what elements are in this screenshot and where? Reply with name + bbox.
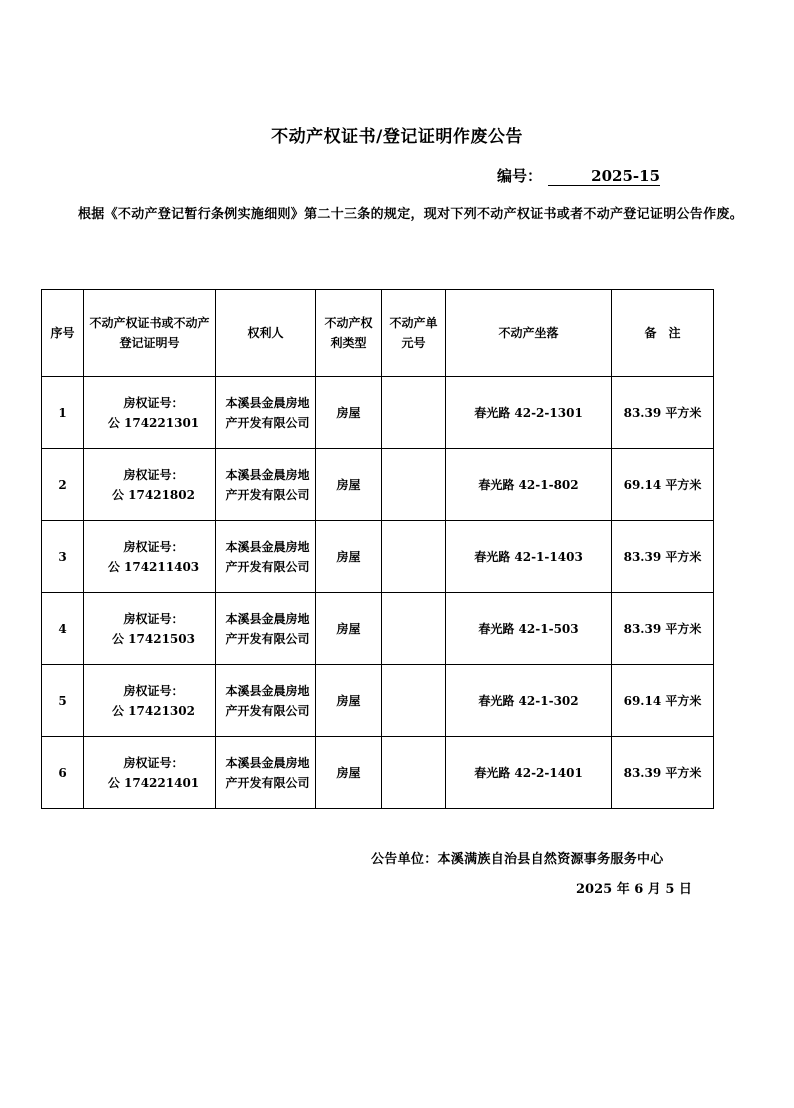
- table-row: [42, 593, 714, 665]
- cell-location: 春光路 42-1-503: [446, 593, 612, 665]
- header-seq: 序号: [42, 290, 84, 377]
- cell-owner: 本溪县金晨房地产开发有限公司: [216, 521, 316, 593]
- cell-owner: 本溪县金晨房地产开发有限公司: [216, 377, 316, 449]
- cert-label: 房权证号：: [123, 611, 184, 626]
- cert-number: 公 17421302: [112, 703, 195, 718]
- cell-cert: [84, 521, 216, 593]
- cell-note: 83.39 平方米: [612, 377, 714, 449]
- cell-seq: 1: [42, 377, 84, 449]
- cell-location: 春光路 42-1-802: [446, 449, 612, 521]
- cell-cert: [84, 665, 216, 737]
- cell-owner: 本溪县金晨房地产开发有限公司: [216, 593, 316, 665]
- document-number-value: 2025-15: [548, 167, 660, 186]
- cert-label: 房权证号：: [123, 395, 184, 410]
- document-number-label: 编号：: [497, 167, 543, 185]
- cert-number: 公 174221301: [107, 415, 200, 430]
- cell-owner: 本溪县金晨房地产开发有限公司: [216, 449, 316, 521]
- cell-seq: 4: [42, 593, 84, 665]
- cell-location: 春光路 42-1-1403: [446, 521, 612, 593]
- cell-note: 83.39 平方米: [612, 521, 714, 593]
- cell-unit: [382, 377, 446, 449]
- announcing-organization: 公告单位：本溪满族自治县自然资源事务服务中心: [371, 852, 664, 867]
- cell-unit: [382, 521, 446, 593]
- table-row: [42, 521, 714, 593]
- cell-location: 春光路 42-2-1301: [446, 377, 612, 449]
- table-row: [42, 377, 714, 449]
- table-row: [42, 737, 714, 809]
- cert-number: 公 17421503: [112, 631, 195, 646]
- cert-label: 房权证号：: [123, 683, 184, 698]
- page-title: 不动产权证书/登记证明作废公告: [271, 127, 523, 147]
- cell-cert: [84, 377, 216, 449]
- cert-label: 房权证号：: [123, 755, 184, 770]
- cell-type: 房屋: [316, 665, 382, 737]
- header-owner: 权利人: [216, 290, 316, 377]
- cert-label: 房权证号：: [123, 539, 184, 554]
- cell-owner: 本溪县金晨房地产开发有限公司: [216, 665, 316, 737]
- cert-label: 房权证号：: [123, 467, 184, 482]
- table-header-row: [42, 290, 714, 377]
- cell-type: 房屋: [316, 521, 382, 593]
- header-cert: 不动产权证书或不动产登记证明号: [84, 290, 216, 377]
- cell-unit: [382, 449, 446, 521]
- cell-type: 房屋: [316, 449, 382, 521]
- cell-note: 69.14 平方米: [612, 665, 714, 737]
- cell-type: 房屋: [316, 377, 382, 449]
- cert-number: 公 174211403: [107, 559, 200, 574]
- cell-cert: [84, 449, 216, 521]
- cell-note: 69.14 平方米: [612, 449, 714, 521]
- intro-paragraph: 根据《不动产登记暂行条例实施细则》第二十三条的规定，现对下列不动产权证书或者不动产登记证明公告作废。: [78, 207, 744, 222]
- announcement-date: 2025 年 6 月 5 日: [576, 882, 692, 897]
- table-row: [42, 449, 714, 521]
- cell-unit: [382, 665, 446, 737]
- cell-note: 83.39 平方米: [612, 737, 714, 809]
- header-type: 不动产权利类型: [316, 290, 382, 377]
- cell-type: 房屋: [316, 593, 382, 665]
- cell-seq: 2: [42, 449, 84, 521]
- header-unit: 不动产单元号: [382, 290, 446, 377]
- cell-owner: 本溪县金晨房地产开发有限公司: [216, 737, 316, 809]
- cell-seq: 3: [42, 521, 84, 593]
- cell-unit: [382, 737, 446, 809]
- void-certificate-table: [41, 289, 714, 809]
- cert-number: 公 17421802: [112, 487, 195, 502]
- cell-cert: [84, 737, 216, 809]
- cell-note: 83.39 平方米: [612, 593, 714, 665]
- cell-seq: 6: [42, 737, 84, 809]
- cell-unit: [382, 593, 446, 665]
- cell-location: 春光路 42-2-1401: [446, 737, 612, 809]
- cell-seq: 5: [42, 665, 84, 737]
- header-note: 备 注: [612, 290, 714, 377]
- cert-number: 公 174221401: [107, 775, 200, 790]
- header-location: 不动产坐落: [446, 290, 612, 377]
- cell-type: 房屋: [316, 737, 382, 809]
- cell-cert: [84, 593, 216, 665]
- document-number: [497, 165, 660, 186]
- cell-location: 春光路 42-1-302: [446, 665, 612, 737]
- table-row: [42, 665, 714, 737]
